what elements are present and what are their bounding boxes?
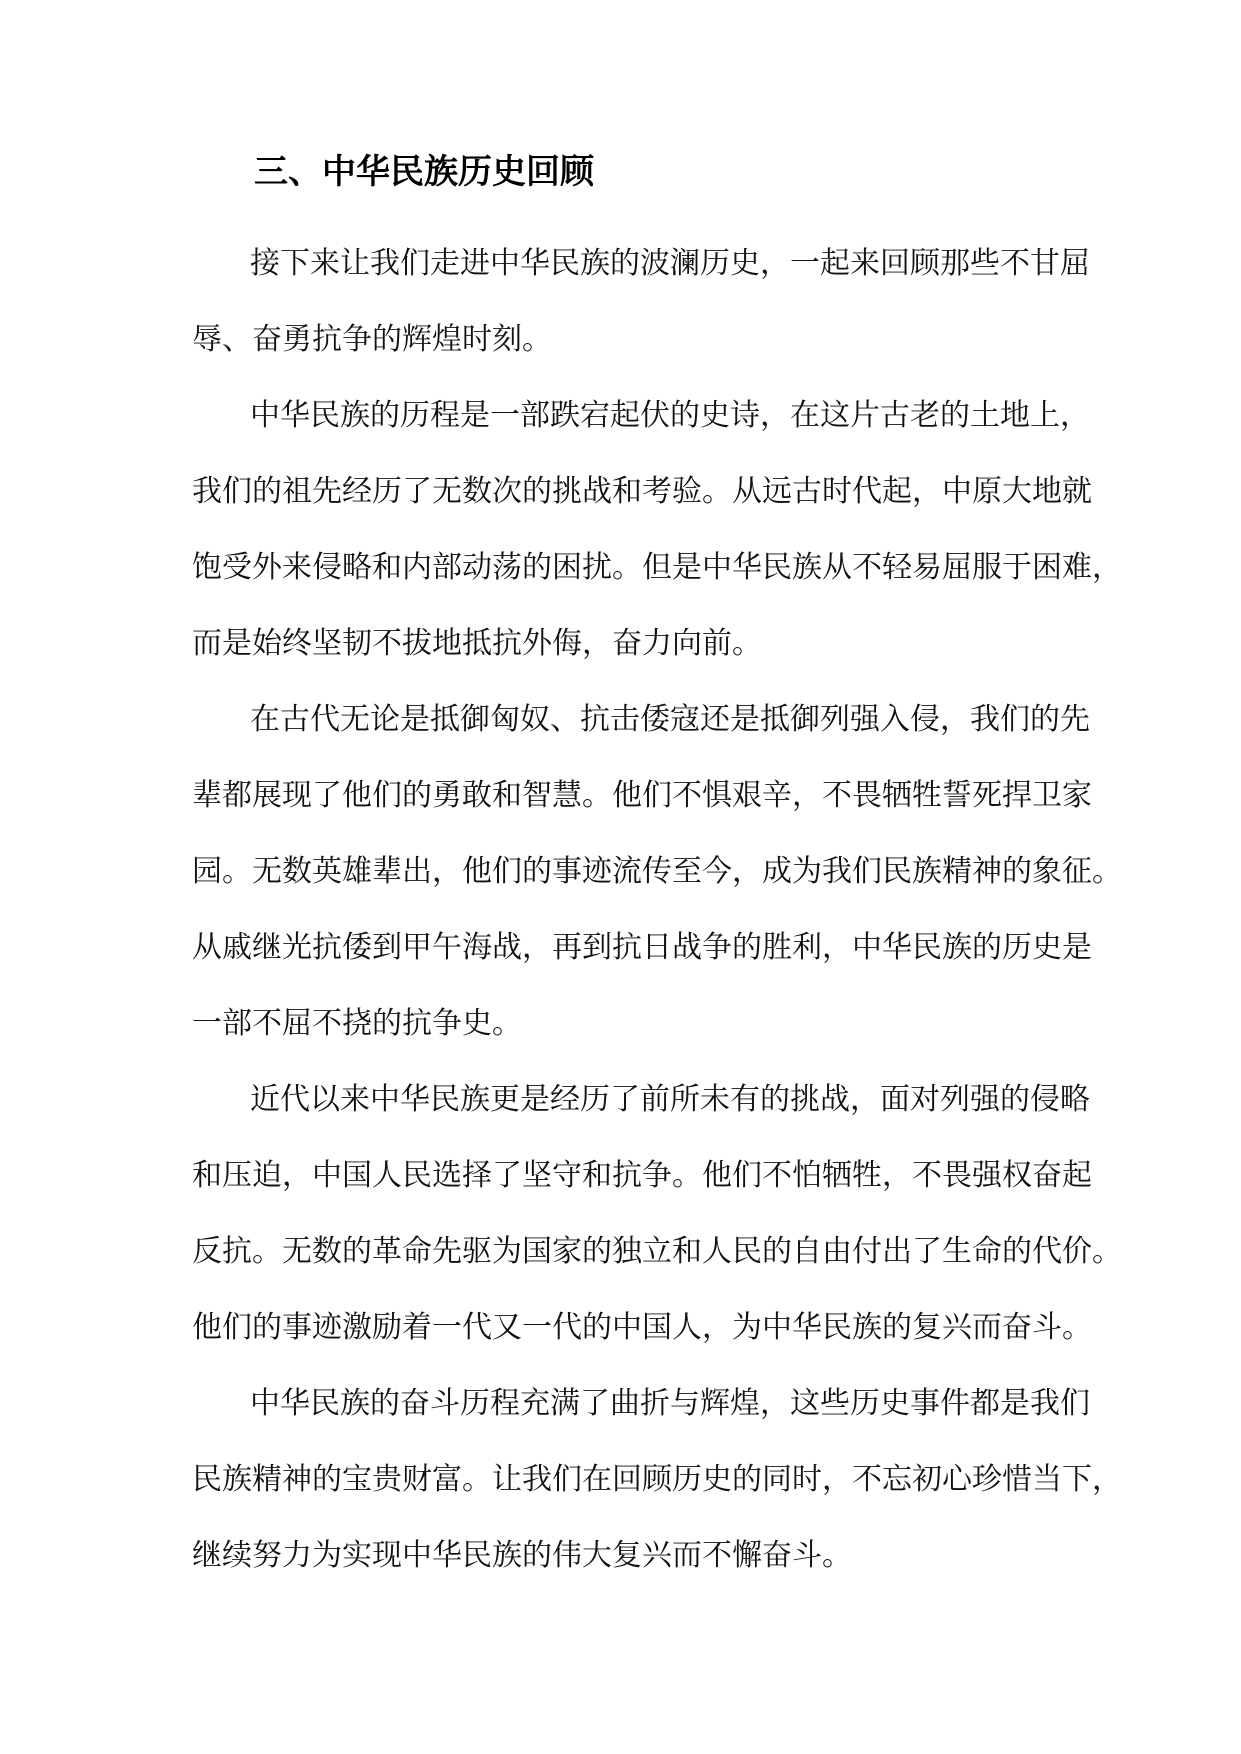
section-title: 三、中华民族历史回顾 [254,152,594,192]
paragraph-line: 他们的事迹激励着一代又一代的中国人，为中华民族的复兴而奋斗。 [192,1310,1092,1345]
paragraph-line: 反抗。无数的革命先驱为国家的独立和人民的自由付出了生命的代价。 [192,1234,1122,1269]
paragraph-line: 我们的祖先经历了无数次的挑战和考验。从远古时代起，中原大地就 [192,474,1092,509]
document-body [192,226,1122,1594]
paragraph-line: 接下来让我们走进中华民族的波澜历史，一起来回顾那些不甘屈 [250,246,1090,281]
paragraph-line: 园。无数英雄辈出，他们的事迹流传至今，成为我们民族精神的象征。 [192,854,1122,889]
paragraph-4 [192,1062,1122,1366]
paragraph-line: 而是始终坚韧不拔地抵抗外侮，奋力向前。 [192,626,762,661]
paragraph-line: 继续努力为实现中华民族的伟大复兴而不懈奋斗。 [192,1538,852,1573]
paragraph-line: 和压迫，中国人民选择了坚守和抗争。他们不怕牺牲，不畏强权奋起 [192,1158,1092,1193]
paragraph-5 [192,1366,1122,1594]
paragraph-line: 中华民族的奋斗历程充满了曲折与辉煌，这些历史事件都是我们 [250,1386,1090,1421]
paragraph-line: 近代以来中华民族更是经历了前所未有的挑战，面对列强的侵略 [250,1082,1090,1117]
paragraph-2 [192,378,1122,682]
paragraph-line: 中华民族的历程是一部跌宕起伏的史诗，在这片古老的土地上， [250,398,1090,433]
paragraph-line: 民族精神的宝贵财富。让我们在回顾历史的同时，不忘初心珍惜当下， [192,1462,1122,1497]
paragraph-1 [192,226,1090,378]
paragraph-line: 从戚继光抗倭到甲午海战，再到抗日战争的胜利，中华民族的历史是 [192,930,1092,965]
paragraph-line: 辱、奋勇抗争的辉煌时刻。 [192,322,552,357]
paragraph-line: 饱受外来侵略和内部动荡的困扰。但是中华民族从不轻易屈服于困难， [192,550,1122,585]
paragraph-line: 辈都展现了他们的勇敢和智慧。他们不惧艰辛，不畏牺牲誓死捍卫家 [192,778,1092,813]
paragraph-line: 在古代无论是抵御匈奴、抗击倭寇还是抵御列强入侵，我们的先 [250,702,1090,737]
paragraph-line: 一部不屈不挠的抗争史。 [192,1006,522,1041]
paragraph-3 [192,682,1122,1062]
